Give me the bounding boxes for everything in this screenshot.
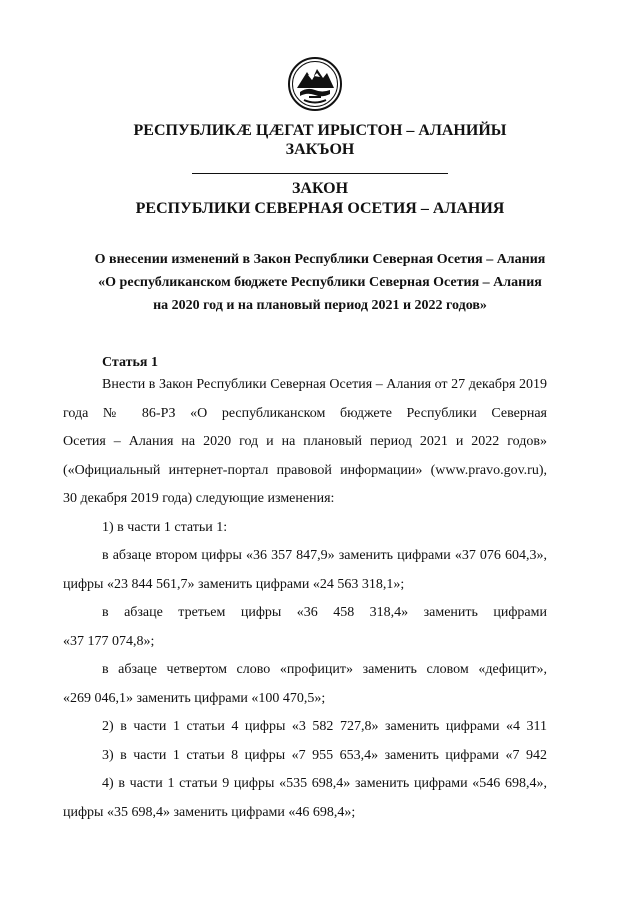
law-title-line-3: на 2020 год и на плановый период 2021 и 2022 годов» [153, 298, 487, 313]
body-line: 4) в части 1 статьи 9 цифры «535 698,4» заменить цифрами «546 698,4», [102, 776, 547, 791]
russian-republic-heading: РЕСПУБЛИКИ СЕВЕРНАЯ ОСЕТИЯ – АЛАНИЯ [135, 200, 505, 217]
body-line: в абзаце втором цифры «36 357 847,9» заменить цифрами «37 076 604,3», [102, 548, 547, 563]
russian-law-heading: ЗАКОН [291, 180, 349, 197]
law-title-line-2: «О республиканском бюджете Республики Северная Осетия – Алания [98, 275, 542, 290]
body-line: «37 177 074,8»; [63, 634, 155, 649]
ossetian-republic-heading: РЕСПУБЛИКӔ ЦӔГАТ ИРЫСТОН – АЛАНИЙЫ [133, 122, 507, 139]
body-line: 1) в части 1 статьи 1: [102, 520, 228, 535]
ossetian-law-heading: ЗАКЪОН [285, 141, 355, 158]
body-line: «269 046,1» заменить цифрами «100 470,5»; [63, 691, 326, 706]
body-line: 3) в части 1 статьи 8 цифры «7 955 653,4» заменить цифрами «7 942 [102, 748, 547, 763]
coat-of-arms-icon [287, 56, 343, 112]
law-title-line-1: О внесении изменений в Закон Республики Северная Осетия – Алания [94, 252, 546, 267]
body-line: 30 декабря 2019 года) следующие изменения: [63, 491, 335, 506]
body-line: («Официальный интернет-портал правовой информации» (www.pravo.gov.ru), [63, 463, 547, 478]
body-line: 2) в части 1 статьи 4 цифры «3 582 727,8» заменить цифрами «4 311 [102, 719, 547, 734]
body-line: Внести в Закон Республики Северная Осетия – Алания от 27 декабря 2019 [102, 377, 547, 392]
body-line: года № 86-РЗ «О республиканском бюджете Республики Северная [63, 406, 547, 421]
body-line: в абзаце третьем цифры «36 458 318,4» заменить цифрами [102, 605, 547, 620]
body-line: цифры «35 698,4» заменить цифрами «46 698,4»; [63, 805, 356, 820]
article-heading: Статья 1 [102, 355, 158, 370]
header-divider [192, 173, 448, 174]
body-line: цифры «23 844 561,7» заменить цифрами «24 563 318,1»; [63, 577, 405, 592]
body-line: Осетия – Алания на 2020 год и на плановый период 2021 и 2022 годов» [63, 434, 547, 449]
body-line: в абзаце четвертом слово «профицит» заменить словом «дефицит», [102, 662, 547, 677]
